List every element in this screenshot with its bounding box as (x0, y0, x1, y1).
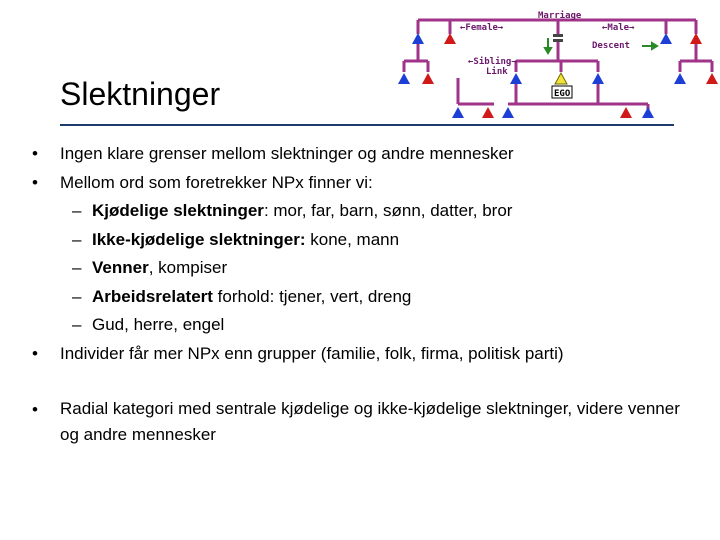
bullet-item (0, 340, 720, 369)
sub-bullet-marker: – (72, 229, 82, 249)
sub-bullet-text (92, 197, 512, 226)
bullet-item (0, 169, 720, 198)
sub-bullet-marker: – (72, 315, 82, 334)
sub-bullet-item (0, 254, 720, 283)
sub-bullet-item (0, 226, 720, 255)
bullet-item (0, 140, 720, 169)
slide-title: Slektninger (60, 76, 221, 112)
sub-bullet-rest: : mor, far, barn, sønn, datter, bror (263, 201, 513, 220)
sub-bullet-bold: Kjødelige slektninger (92, 201, 264, 220)
slide-body (0, 140, 720, 450)
bullet-marker: • (32, 400, 38, 419)
bullet-text: Mellom ord som foretrekker NPx finner vi: (60, 172, 373, 192)
diagram-label-link: Link (486, 67, 508, 77)
bullet-text: Individer får mer NPx enn grupper (familie, folk, firma, politisk parti) (60, 343, 564, 363)
diagram-label-sibling: ←Sibling→ (468, 57, 517, 67)
sub-bullet-marker: – (72, 286, 82, 306)
sub-bullet-rest: , kompiser (148, 258, 228, 277)
bullet-marker: • (32, 343, 38, 363)
diagram-label-marriage: Marriage (538, 11, 582, 21)
bullet-text: Radial kategori med sentrale kjødelige og ikke-kjødelige slektninger, videre venner og andre mennesker (60, 399, 680, 444)
sub-bullet-item (0, 311, 720, 340)
sub-bullet-text (92, 283, 411, 312)
sub-bullet-rest: forhold: tjener, vert, dreng (212, 286, 412, 306)
sub-bullet-text (92, 311, 224, 340)
sub-bullet-rest: kone, mann (305, 229, 400, 249)
bullet-marker: • (32, 172, 38, 192)
sub-bullet-text (92, 254, 227, 283)
diagram-label-descent: Descent (592, 41, 630, 51)
sub-bullet-item (0, 197, 720, 226)
sub-bullet-text (92, 226, 399, 255)
bullet-marker: • (32, 144, 38, 163)
bullet-item (0, 396, 720, 450)
sub-bullet-bold: Ikke-kjødelige slektninger: (92, 229, 306, 249)
title-divider (60, 124, 674, 126)
sub-bullet-item (0, 283, 720, 312)
diagram-label-female: ←Female→ (460, 23, 504, 33)
bullet-text: Ingen klare grenser mellom slektninger og andre mennesker (60, 144, 514, 163)
sub-bullet-bold: Arbeidsrelatert (92, 286, 213, 306)
sub-bullet-marker: – (72, 258, 82, 277)
diagram-label-male: ←Male→ (602, 23, 635, 33)
kinship-diagram (398, 6, 720, 118)
sub-bullet-rest: Gud, herre, engel (92, 315, 225, 334)
sub-bullet-bold: Venner (92, 258, 149, 277)
diagram-label-ego: EGO (554, 89, 571, 99)
sub-bullet-marker: – (72, 201, 82, 220)
